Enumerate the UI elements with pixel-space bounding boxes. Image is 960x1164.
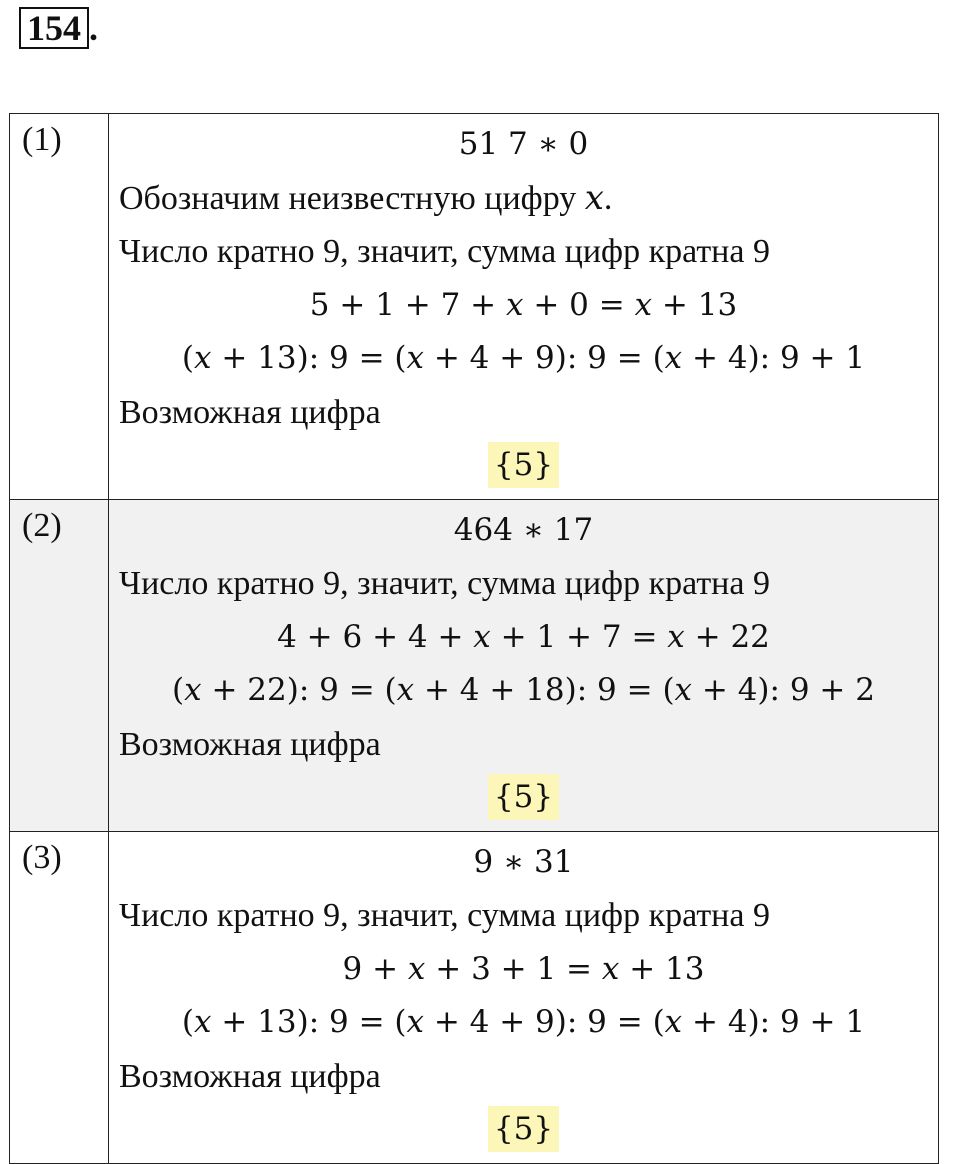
solution-table (9, 113, 939, 1164)
solution-row-2 (10, 499, 939, 831)
row-content (109, 114, 939, 500)
task-number (19, 7, 98, 49)
answer-line (109, 439, 938, 493)
answer-set: {5} (488, 442, 559, 488)
answer-set: {5} (488, 774, 559, 820)
unknown-note: Обозначим неизвестную цифру 𝑥. (119, 179, 613, 217)
row-content (109, 499, 939, 831)
answer-set: {5} (488, 1106, 559, 1152)
digit-sum-equation: 9 + 𝑥 + 3 + 1 = 𝑥 + 13 (342, 950, 705, 987)
row-label: (1) (10, 114, 109, 500)
division-equation: (𝑥 + 13): 9 = (𝑥 + 4 + 9): 9 = (𝑥 + 4): 9 + 1 (181, 340, 866, 376)
division-equation: (𝑥 + 13): 9 = (𝑥 + 4 + 9): 9 = (𝑥 + 4): 9 + 1 (181, 1004, 866, 1040)
answer-line (109, 771, 938, 825)
digit-sum-equation: 5 + 1 + 7 + 𝑥 + 0 = 𝑥 + 13 (309, 286, 738, 323)
number-with-unknown: 464 ∗ 17 (453, 511, 594, 548)
divisibility-condition: Число кратно 9, значит, сумма цифр кратна 9 (119, 897, 770, 934)
divisibility-condition: Число кратно 9, значит, сумма цифр кратна 9 (119, 233, 770, 270)
task-number-box: 154 (19, 7, 89, 49)
possible-digit-label: Возможная цифра (119, 393, 381, 431)
division-equation: (𝑥 + 22): 9 = (𝑥 + 4 + 18): 9 = (𝑥 + 4): 9 + 2 (172, 672, 875, 708)
answer-line (109, 1103, 938, 1157)
number-with-unknown: 51 7 ∗ 0 (458, 126, 589, 162)
row-label: (2) (10, 499, 109, 831)
number-with-unknown: 9 ∗ 31 (473, 843, 574, 880)
possible-digit-label: Возможная цифра (119, 1057, 381, 1095)
solution-row-3 (10, 831, 939, 1163)
solution-row-1 (10, 114, 939, 500)
row-content (109, 831, 939, 1163)
row-label: (3) (10, 831, 109, 1163)
divisibility-condition: Число кратно 9, значит, сумма цифр кратна 9 (119, 565, 770, 602)
task-number-dot: . (89, 8, 98, 48)
possible-digit-label: Возможная цифра (119, 725, 381, 763)
digit-sum-equation: 4 + 6 + 4 + 𝑥 + 1 + 7 = 𝑥 + 22 (277, 618, 770, 655)
